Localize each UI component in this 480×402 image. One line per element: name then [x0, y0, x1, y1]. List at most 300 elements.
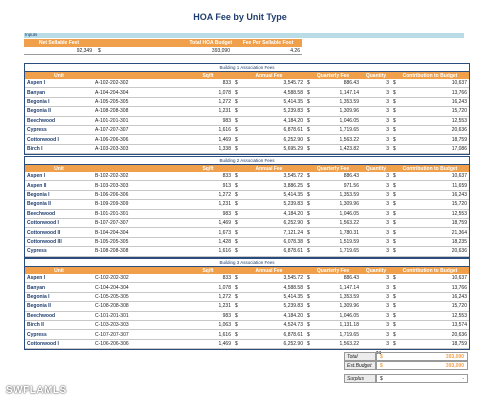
currency-symbol: $	[307, 80, 310, 87]
quarterly-fee-value: 1,353.59	[339, 98, 359, 105]
annual-fee-value: 4,184.20	[283, 312, 303, 319]
budget-contribution	[391, 183, 469, 189]
quarterly-fee	[305, 322, 361, 328]
quarterly-fee-col-header: Quarterly Fee	[316, 72, 350, 79]
unit-quantity: 3	[386, 275, 389, 282]
quarterly-fee-value: 886.43	[343, 80, 359, 87]
unit-name: Begonia II	[27, 303, 51, 310]
quarterly-fee	[305, 239, 361, 245]
building-quantity-total: 24	[376, 350, 382, 355]
budget-contribution-value: 13,766	[451, 284, 467, 291]
annual-fee-value: 4,588.58	[283, 89, 303, 96]
budget-contribution-value: 20,636	[451, 248, 467, 255]
currency-symbol: $	[380, 354, 383, 360]
currency-symbol: $	[307, 220, 310, 227]
currency-symbol: $	[393, 293, 396, 300]
budget-contribution	[391, 248, 469, 254]
unit-name: Birch I	[27, 145, 43, 152]
table-row	[25, 330, 469, 339]
unit-address: C-101-201-301	[95, 312, 129, 319]
page-title: HOA Fee by Unit Type	[193, 12, 287, 22]
quarterly-fee	[305, 99, 361, 105]
unit-sqft: 833	[222, 173, 231, 180]
quarterly-fee-value: 1,563.22	[339, 220, 359, 227]
budget-contribution-value: 13,766	[451, 89, 467, 96]
annual-fee	[233, 248, 305, 254]
budget-contribution-value: 20,636	[451, 127, 467, 134]
contribution-col-header: Contribution to Budget	[402, 165, 458, 172]
unit-quantity: 3	[386, 108, 389, 115]
unit-quantity: 3	[386, 80, 389, 87]
quarterly-fee	[305, 285, 361, 291]
currency-symbol: $	[307, 312, 310, 319]
quarterly-fee	[305, 341, 361, 347]
unit-address: B-101-201-301	[95, 210, 129, 217]
unit-sqft: 1,231	[218, 108, 231, 115]
budget-contribution	[391, 211, 469, 217]
unit-name: Cottonwood I	[27, 340, 59, 347]
budget-contribution-value: 20,636	[451, 331, 467, 338]
quarterly-fee-value: 1,719.65	[339, 248, 359, 255]
quantity-col-header: Quantity	[365, 72, 387, 79]
totals-label: Surplus	[344, 374, 376, 383]
unit-quantity: 3	[386, 293, 389, 300]
annual-fee	[233, 192, 305, 198]
unit-address: A-105-205-305	[95, 98, 129, 105]
budget-contribution	[391, 322, 469, 328]
currency-symbol: $	[393, 312, 396, 319]
currency-symbol: $	[235, 229, 238, 236]
currency-symbol: $	[235, 312, 238, 319]
unit-quantity: 3	[386, 191, 389, 198]
table-body	[25, 172, 469, 257]
building-2-table	[24, 156, 470, 258]
budget-contribution-value: 12,553	[451, 312, 467, 319]
budget-contribution	[391, 239, 469, 245]
currency-symbol: $	[235, 108, 238, 115]
totals-label: Total	[344, 352, 376, 361]
unit-quantity: 3	[386, 284, 389, 291]
annual-fee-value: 5,239.83	[283, 303, 303, 310]
annual-fee-value: 4,184.20	[283, 210, 303, 217]
annual-fee	[233, 201, 305, 207]
table-row	[25, 228, 469, 237]
unit-name: Aspen I	[27, 173, 46, 180]
annual-fee-value: 3,545.72	[283, 80, 303, 87]
unit-col-header: Unit	[54, 72, 64, 79]
budget-contribution	[391, 99, 469, 105]
quarterly-fee-value: 1,423.82	[339, 145, 359, 152]
annual-fee-value: 4,588.58	[283, 284, 303, 291]
unit-name: Cottonwood III	[27, 238, 62, 245]
unit-sqft: 1,063	[218, 322, 231, 329]
unit-col-header: Unit	[54, 267, 64, 274]
annual-fee-value: 6,878.61	[283, 248, 303, 255]
currency-symbol: $	[235, 117, 238, 124]
quarterly-fee-value: 1,780.31	[339, 229, 359, 236]
currency-symbol: $	[307, 248, 310, 255]
currency-symbol: $	[307, 322, 310, 329]
currency-symbol: $	[235, 98, 238, 105]
unit-name: Cottonwood I	[27, 220, 59, 227]
budget-contribution-value: 16,243	[451, 191, 467, 198]
budget-contribution	[391, 127, 469, 133]
unit-name: Begonia I	[27, 191, 50, 198]
budget-contribution	[391, 173, 469, 179]
quarterly-fee	[305, 146, 361, 152]
unit-name: Banyan	[27, 89, 46, 96]
quarterly-fee-value: 1,719.65	[339, 331, 359, 338]
unit-col-header: Unit	[54, 165, 64, 172]
unit-name: Aspen I	[27, 80, 46, 87]
budget-contribution-value: 16,243	[451, 293, 467, 300]
table-row	[25, 98, 469, 107]
total-hoa-budget-value	[94, 48, 234, 54]
currency-symbol: $	[235, 89, 238, 96]
net-sellable-feet-value: 92,349	[76, 47, 92, 54]
unit-name: Begonia II	[27, 108, 51, 115]
table-row	[25, 181, 469, 190]
annual-fee-col-header: Annual Fee	[255, 72, 283, 79]
unit-name: Cypress	[27, 248, 47, 255]
summary-value-row	[24, 47, 302, 55]
sqft-col-header: Sq/ft	[202, 72, 214, 79]
quarterly-fee	[305, 108, 361, 114]
currency-symbol: $	[235, 293, 238, 300]
quarterly-fee	[305, 303, 361, 309]
quarterly-fee-value: 1,046.05	[339, 312, 359, 319]
annual-fee-value: 6,252.90	[283, 136, 303, 143]
annual-fee	[233, 303, 305, 309]
unit-quantity: 3	[386, 220, 389, 227]
unit-name: Begonia I	[27, 98, 50, 105]
unit-address: A-104-204-304	[95, 89, 129, 96]
currency-symbol: $	[393, 322, 396, 329]
budget-contribution-value: 11,659	[452, 182, 467, 189]
unit-sqft: 1,231	[218, 201, 231, 208]
annual-fee-value: 6,878.61	[283, 127, 303, 134]
unit-address: B-104-204-304	[95, 229, 129, 236]
table-row	[25, 145, 469, 154]
annual-fee	[233, 118, 305, 124]
unit-sqft: 983	[222, 117, 231, 124]
currency-symbol: $	[393, 89, 396, 96]
quarterly-fee-value: 1,563.22	[339, 136, 359, 143]
annual-fee	[233, 332, 305, 338]
unit-quantity: 3	[386, 136, 389, 143]
annual-fee-value: 3,545.72	[283, 275, 303, 282]
unit-name: Aspen II	[27, 182, 47, 189]
unit-sqft: 1,272	[218, 191, 231, 198]
fee-per-foot-header: Fee Per Sellable Foot	[242, 40, 294, 46]
budget-contribution	[391, 285, 469, 291]
currency-symbol: $	[307, 173, 310, 180]
currency-symbol: $	[307, 275, 310, 282]
currency-symbol: $	[235, 201, 238, 208]
table-row	[25, 88, 469, 97]
annual-fee	[233, 183, 305, 189]
annual-fee-value: 5,414.35	[283, 98, 303, 105]
unit-name: Beechwood	[27, 312, 56, 319]
budget-contribution-value: 15,720	[451, 303, 467, 310]
currency-symbol: $	[380, 363, 383, 369]
quarterly-fee	[305, 127, 361, 133]
unit-address: C-108-208-308	[95, 303, 129, 310]
summary-table	[24, 39, 302, 55]
currency-symbol: $	[307, 303, 310, 310]
currency-symbol: $	[393, 182, 396, 189]
unit-address: A-102-202-302	[95, 80, 129, 87]
totals-value	[376, 374, 468, 383]
currency-symbol: $	[393, 191, 396, 198]
building-header: Building 3 Association Fees	[25, 259, 469, 267]
budget-contribution	[391, 146, 469, 152]
table-row	[25, 210, 469, 219]
budget-contribution-value: 10,637	[451, 173, 467, 180]
quarterly-fee	[305, 211, 361, 217]
unit-sqft: 1,272	[218, 98, 231, 105]
quarterly-fee	[305, 118, 361, 124]
quarterly-fee	[305, 248, 361, 254]
budget-contribution-value: 18,235	[451, 238, 467, 245]
budget-contribution-value: 10,637	[451, 80, 467, 87]
quarterly-fee-value: 1,046.05	[339, 210, 359, 217]
budget-contribution-value: 16,243	[451, 98, 467, 105]
quarterly-fee-value: 886.43	[343, 275, 359, 282]
budget-contribution-value: 18,759	[451, 220, 467, 227]
annual-fee	[233, 146, 305, 152]
budget-contribution-value: 21,364	[451, 229, 467, 236]
quarterly-fee-value: 1,309.96	[339, 303, 359, 310]
budget-contribution-value: 10,637	[451, 275, 467, 282]
annual-fee	[233, 322, 305, 328]
table-row	[25, 117, 469, 126]
currency-symbol: $	[393, 127, 396, 134]
budget-contribution	[391, 341, 469, 347]
budget-contribution	[391, 118, 469, 124]
building-3-table	[24, 258, 470, 350]
quarterly-fee-value: 971.56	[343, 182, 359, 189]
currency-symbol: $	[235, 284, 238, 291]
annual-fee	[233, 275, 305, 281]
unit-sqft: 1,469	[218, 220, 231, 227]
currency-symbol: $	[235, 238, 238, 245]
annual-fee-col-header: Annual Fee	[255, 267, 283, 274]
currency-symbol: $	[307, 127, 310, 134]
inputs-bar	[24, 33, 464, 38]
total-hoa-budget-header: Total HOA Budget	[189, 40, 232, 46]
unit-quantity: 3	[386, 312, 389, 319]
unit-quantity: 3	[386, 340, 389, 347]
unit-quantity: 3	[386, 238, 389, 245]
currency-symbol: $	[393, 220, 396, 227]
annual-fee-value: 5,414.35	[283, 191, 303, 198]
currency-symbol: $	[307, 293, 310, 300]
unit-address: C-105-205-305	[95, 293, 129, 300]
annual-fee-value: 7,121.24	[283, 229, 303, 236]
unit-quantity: 3	[386, 117, 389, 124]
unit-name: Cypress	[27, 127, 47, 134]
budget-contribution-value: 17,086	[451, 145, 467, 152]
quarterly-fee-value: 1,147.14	[339, 89, 359, 96]
unit-name: Cypress	[27, 331, 47, 338]
budget-contribution	[391, 230, 469, 236]
quarterly-fee	[305, 90, 361, 96]
quarterly-fee-value: 1,353.59	[339, 191, 359, 198]
annual-fee-value: 5,239.83	[283, 201, 303, 208]
budget-contribution-value: 15,720	[451, 201, 467, 208]
annual-fee-value: 6,078.38	[283, 238, 303, 245]
column-header-row	[25, 267, 469, 274]
table-row	[25, 321, 469, 330]
unit-sqft: 1,231	[218, 303, 231, 310]
currency-symbol: $	[393, 229, 396, 236]
currency-symbol: $	[393, 80, 396, 87]
table-row	[25, 312, 469, 321]
table-body	[25, 79, 469, 154]
unit-address: C-107-207-307	[95, 331, 129, 338]
budget-contribution	[391, 201, 469, 207]
annual-fee	[233, 99, 305, 105]
budget-contribution	[391, 108, 469, 114]
table-row	[25, 293, 469, 302]
annual-fee	[233, 313, 305, 319]
unit-name: Beechwood	[27, 117, 56, 124]
quarterly-fee-value: 1,046.05	[339, 117, 359, 124]
table-row	[25, 247, 469, 256]
currency-symbol: $	[235, 340, 238, 347]
summary-header-row	[24, 39, 302, 47]
currency-symbol: $	[307, 98, 310, 105]
table-row	[25, 274, 469, 283]
unit-name: Cottonwood I	[27, 136, 59, 143]
currency-symbol: $	[235, 136, 238, 143]
annual-fee	[233, 80, 305, 86]
currency-symbol: $	[307, 117, 310, 124]
currency-symbol: $	[235, 275, 238, 282]
unit-address: A-101-201-301	[95, 117, 129, 124]
annual-fee-col-header: Annual Fee	[255, 165, 283, 172]
budget-contribution	[391, 332, 469, 338]
annual-fee	[233, 220, 305, 226]
unit-quantity: 3	[386, 303, 389, 310]
unit-sqft: 833	[222, 80, 231, 87]
budget-contribution-value: 12,553	[451, 210, 467, 217]
column-header-row	[25, 72, 469, 79]
unit-sqft: 1,616	[218, 331, 231, 338]
currency-symbol: $	[235, 182, 238, 189]
totals-value	[376, 352, 468, 361]
currency-symbol: $	[235, 210, 238, 217]
quarterly-fee	[305, 220, 361, 226]
table-body	[25, 274, 469, 349]
budget-contribution	[391, 275, 469, 281]
contribution-col-header: Contribution to Budget	[402, 72, 458, 79]
currency-symbol: $	[307, 331, 310, 338]
table-row	[25, 79, 469, 88]
unit-quantity: 3	[386, 145, 389, 152]
unit-address: B-108-208-308	[95, 248, 129, 255]
annual-fee	[233, 90, 305, 96]
totals-value	[376, 361, 468, 370]
unit-sqft: 1,078	[218, 89, 231, 96]
unit-quantity: 3	[386, 182, 389, 189]
unit-sqft: 1,272	[218, 293, 231, 300]
currency-symbol: $	[98, 47, 101, 54]
currency-symbol: $	[393, 275, 396, 282]
fee-per-foot-value: 4.26	[290, 47, 300, 54]
currency-symbol: $	[393, 108, 396, 115]
budget-contribution-value: 13,574	[451, 322, 467, 329]
currency-symbol: $	[393, 117, 396, 124]
annual-fee	[233, 137, 305, 143]
totals-row	[344, 374, 468, 383]
unit-address: B-106-206-306	[95, 191, 129, 198]
annual-fee-value: 5,239.83	[283, 108, 303, 115]
totals-row	[344, 352, 468, 361]
unit-quantity: 3	[386, 248, 389, 255]
unit-name: Birch II	[27, 322, 44, 329]
quarterly-fee	[305, 183, 361, 189]
net-sellable-feet-header: Net Sellable Feet	[38, 40, 79, 46]
quarterly-fee-value: 1,563.22	[339, 340, 359, 347]
annual-fee	[233, 211, 305, 217]
currency-symbol: $	[393, 201, 396, 208]
currency-symbol: $	[393, 210, 396, 217]
unit-name: Begonia I	[27, 293, 50, 300]
currency-symbol: $	[393, 284, 396, 291]
annual-fee-value: 4,184.20	[283, 117, 303, 124]
quarterly-fee	[305, 173, 361, 179]
currency-symbol: $	[307, 136, 310, 143]
currency-symbol: $	[307, 340, 310, 347]
annual-fee-value: 6,252.90	[283, 220, 303, 227]
building-header: Building 1 Association Fees	[25, 64, 469, 72]
unit-quantity: 3	[386, 127, 389, 134]
unit-address: A-103-203-303	[95, 145, 129, 152]
table-row	[25, 126, 469, 135]
currency-symbol: $	[235, 191, 238, 198]
quantity-col-header: Quantity	[365, 165, 387, 172]
totals-amount: 393,090	[445, 354, 464, 360]
unit-address: B-103-203-303	[95, 182, 129, 189]
annual-fee	[233, 173, 305, 179]
currency-symbol: $	[307, 182, 310, 189]
unit-sqft: 1,616	[218, 127, 231, 134]
unit-sqft: 833	[222, 275, 231, 282]
annual-fee	[233, 239, 305, 245]
currency-symbol: $	[307, 191, 310, 198]
currency-symbol: $	[235, 248, 238, 255]
budget-contribution	[391, 294, 469, 300]
annual-fee	[233, 108, 305, 114]
budget-contribution	[391, 80, 469, 86]
quarterly-fee-value: 886.43	[343, 173, 359, 180]
currency-symbol: $	[393, 98, 396, 105]
quarterly-fee-value: 1,147.14	[339, 284, 359, 291]
currency-symbol: $	[307, 210, 310, 217]
quarterly-fee-value: 1,719.65	[339, 127, 359, 134]
currency-symbol: $	[235, 303, 238, 310]
budget-contribution-value: 18,759	[451, 136, 467, 143]
currency-symbol: $	[393, 173, 396, 180]
totals-box	[344, 352, 468, 383]
contribution-col-header: Contribution to Budget	[402, 267, 458, 274]
unit-quantity: 3	[386, 89, 389, 96]
currency-symbol: $	[307, 89, 310, 96]
annual-fee-value: 6,252.90	[283, 340, 303, 347]
currency-symbol: $	[307, 201, 310, 208]
